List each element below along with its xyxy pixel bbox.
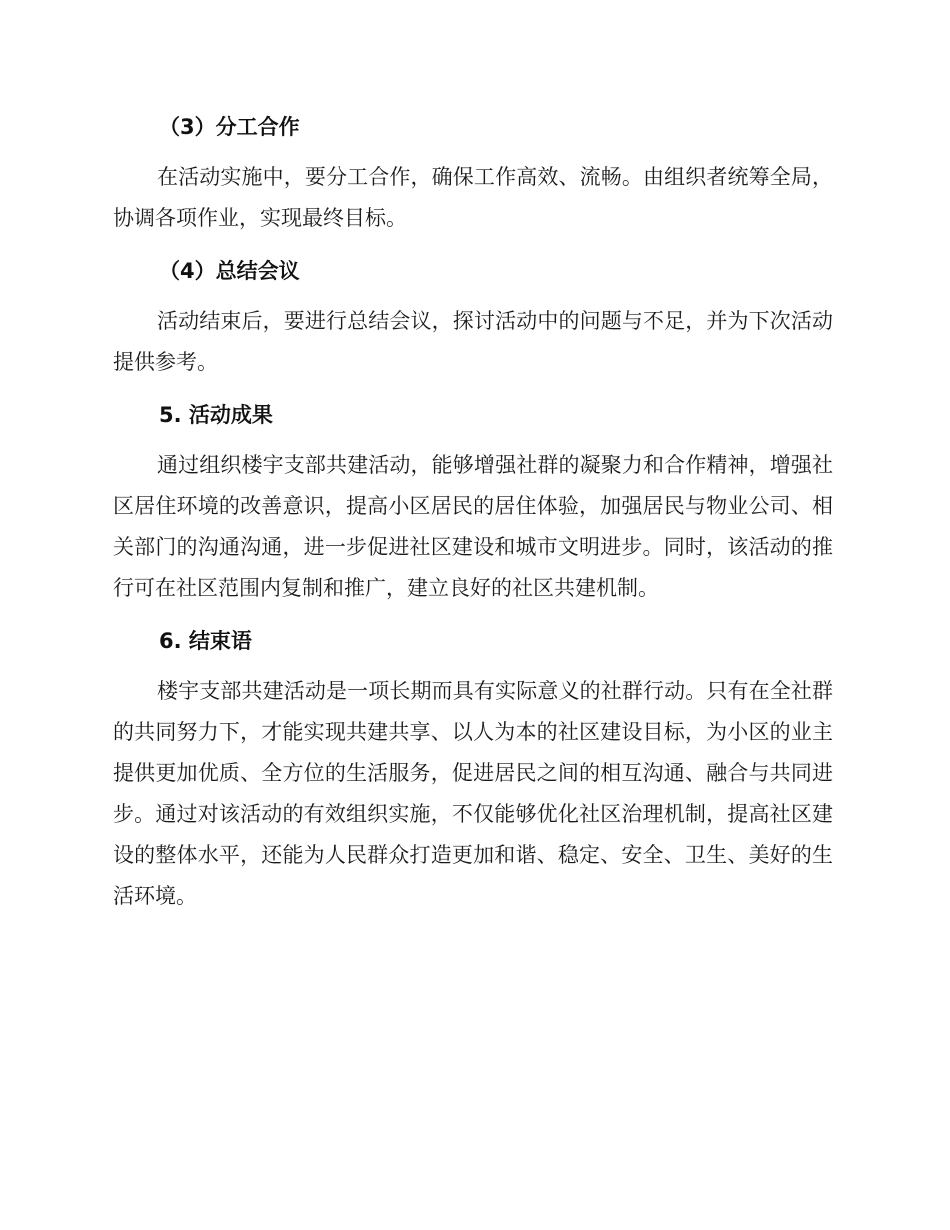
section-heading-conclusion: 6. 结束语: [159, 629, 252, 653]
section-heading-summary-meeting: （4）总结会议: [159, 259, 300, 283]
section-paragraph-division-of-labor: 在活动实施中，要分工合作，确保工作高效、流畅。由组织者统筹全局，协调各项作业，实现最终目标。: [113, 165, 833, 230]
section-heading-division-of-labor: （3）分工合作: [159, 115, 300, 139]
document-body: [113, 107, 833, 929]
section-paragraph-summary-meeting: 活动结束后，要进行总结会议，探讨活动中的问题与不足，并为下次活动提供参考。: [113, 309, 833, 374]
section-paragraph-conclusion: 楼宇支部共建活动是一项长期而具有实际意义的社群行动。只有在全社群的共同努力下，才能实现共建共享、以人为本的社区建设目标，为小区的业主提供更加优质、全方位的生活服务，促进居民之间的相互沟通、融合与共同进步。通过对该活动的有效组织实施，不仅能够优化社区治理机制，提高社区建设的整体水平，还能为人民群众打造更加和谐、稳定、安全、卫生、美好的生活环境。: [113, 679, 833, 908]
section-heading-activity-results: 5. 活动成果: [159, 403, 273, 427]
section-paragraph-activity-results: 通过组织楼宇支部共建活动，能够增强社群的凝聚力和合作精神，增强社区居住环境的改善意识，提高小区居民的居住体验，加强居民与物业公司、相关部门的沟通沟通，进一步促进社区建设和城市文明进步。同时，该活动的推行可在社区范围内复制和推广，建立良好的社区共建机制。: [113, 453, 833, 600]
